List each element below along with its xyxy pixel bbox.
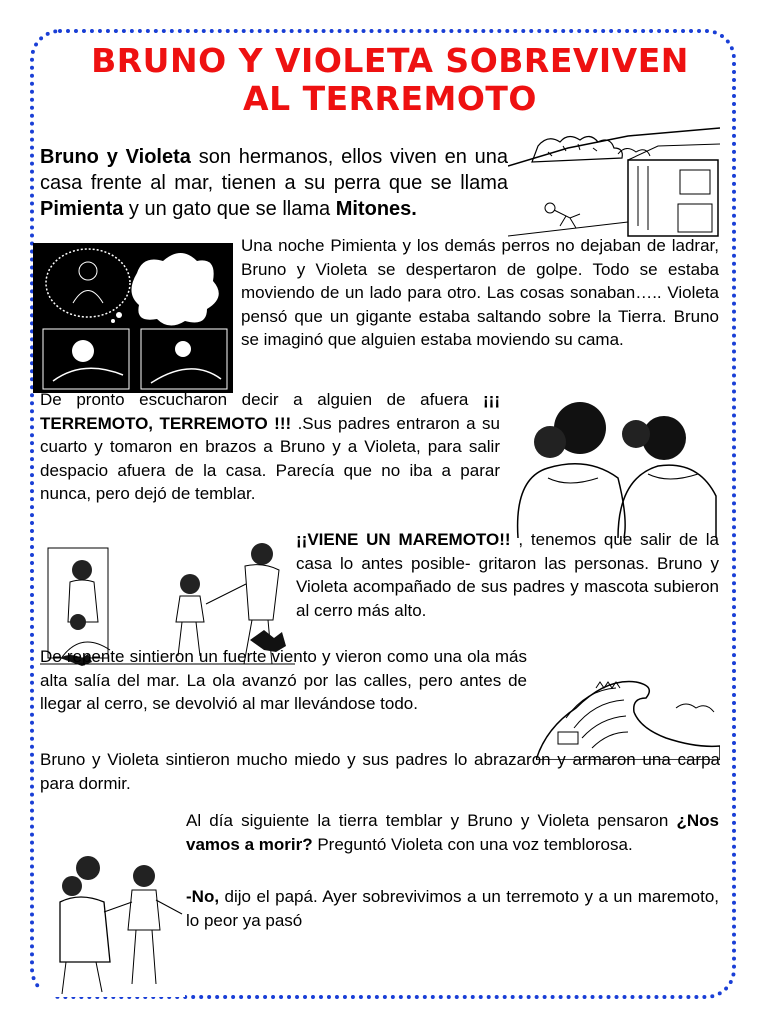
page-title — [40, 42, 740, 118]
dad-text: dijo el papá. Ayer sobrevivimos a un terremoto y a un maremoto, lo peor ya pasó — [186, 887, 719, 930]
bold-pimienta: Pimienta — [40, 198, 124, 220]
paragraph-earthquake — [40, 388, 500, 506]
title-line-1: BRUNO Y VIOLETA SOBREVIVEN — [91, 41, 689, 80]
bold-terremoto: ¡¡¡ TERREMOTO, TERREMOTO !!! — [40, 390, 500, 433]
paragraph-wave: De repente sintieron un fuerte viento y vieron como una ola más alta salía del mar. La ola avanzó por las calles, pero antes de llegar al cerro, se devolvió al mar llevándose todo. — [40, 647, 527, 713]
parents-hugging-illustration — [508, 398, 720, 538]
paragraph-fear: Bruno y Violeta sintieron mucho miedo y sus padres lo abrazaron y armaron una carpa para dormir. — [40, 750, 720, 793]
next-day-text-1: Al día siguiente la tierra temblar y Bruno y Violeta pensaron — [186, 811, 677, 830]
earthquake-text-1: De pronto escucharon decir a alguien de afuera — [40, 390, 484, 409]
paragraph-dad — [186, 885, 719, 932]
intro-text-2: y un gato que se llama — [123, 198, 336, 220]
tsunami-wave-illustration — [536, 668, 720, 760]
paragraph-intro — [40, 144, 508, 222]
paragraph-night: Una noche Pimienta y los demás perros no dejaban de ladrar, Bruno y Violeta se despertaron de golpe. Todo se estaba moviendo de un lado para otro. Las cosas sonaban….. Violeta pensó que un gigante estaba saltando sobre la Tierra. Bruno se imaginó que alguien estaba moviendo su cama. — [241, 236, 719, 349]
intro-text-1: son hermanos, ellos viven en una casa frente al mar, tienen a su perra que se llama — [40, 146, 509, 194]
paragraph-tsunami-warning — [296, 528, 719, 622]
family-bottom-illustration — [40, 852, 185, 997]
title-line-2: AL TERREMOTO — [243, 79, 537, 118]
bold-no: -No, — [186, 887, 220, 906]
earthquake-street-illustration — [508, 126, 720, 238]
earthquake-text-2: .Sus padres entraron a su cuarto y tomaron en brazos a Bruno y a Violeta, para salir despacio afuera de la casa. Parecía que no iba a parar nunca, pero dejó de temblar. — [40, 413, 500, 503]
bold-mitones: Mitones. — [335, 198, 417, 220]
night-comic-illustration — [33, 243, 233, 393]
tsunami-warning-text: , tenemos que salir de la casa lo antes posible- gritaron las personas. Bruno y Violeta acompañado de sus padres y mascota subieron al cerro más alto. — [296, 530, 719, 620]
bold-names: Bruno y Violeta — [40, 146, 191, 168]
bold-maremoto: ¡¡VIENE UN MAREMOTO!! — [296, 530, 511, 549]
bold-question: ¿Nos vamos a morir? — [186, 811, 719, 854]
next-day-text-2: Preguntó Violeta con una voz temblorosa. — [312, 834, 633, 854]
paragraph-next-day — [186, 809, 719, 856]
